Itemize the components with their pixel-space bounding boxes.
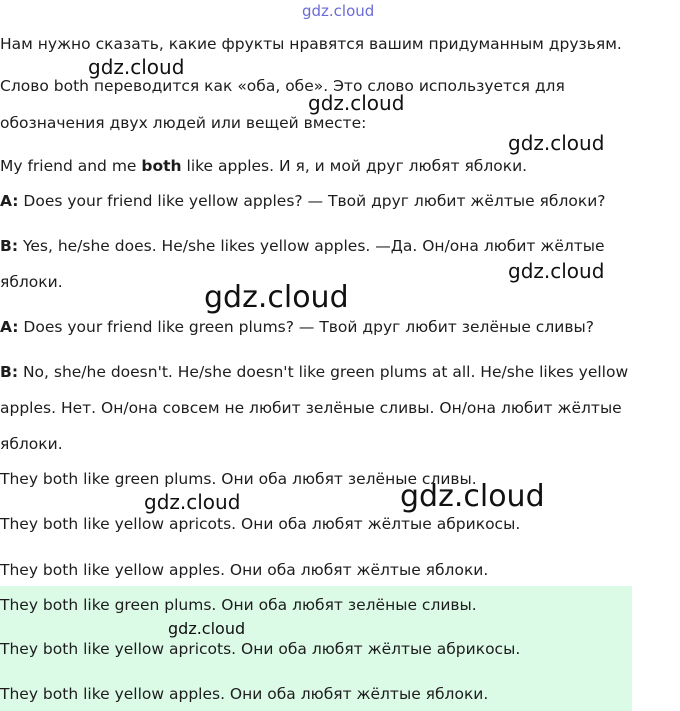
dialog-question-2: A: Does your friend like green plums? — Твой друг любит зелёные сливы? xyxy=(0,318,594,336)
example-sentence: My friend and me both like apples. И я, и мой друг любят яблоки. xyxy=(0,157,528,175)
dialog-answer-2-end: яблоки. xyxy=(0,435,63,453)
explanation-line-2: обозначения двух людей или вещей вместе: xyxy=(0,114,367,132)
answer-line: They both like yellow apricots. Они оба любят жёлтые абрикосы. xyxy=(0,640,521,658)
watermark: gdz.cloud xyxy=(302,2,375,20)
dialog-answer-2: B: No, she/he doesn't. He/she doesn't like green plums at all. He/she likes yellow xyxy=(0,363,629,381)
answer-line: They both like yellow apples. Они оба любят жёлтые яблоки. xyxy=(0,561,489,579)
dialog-question-1: A: Does your friend like yellow apples? — Твой друг любит жёлтые яблоки? xyxy=(0,192,606,210)
dialog-answer-2-cont: apples. Нет. Он/она совсем не любит зелёные сливы. Он/она любит жёлтые xyxy=(0,399,622,417)
watermark: gdz.cloud xyxy=(308,91,405,115)
answer-line: They both like yellow apples. Они оба любят жёлтые яблоки. xyxy=(0,685,489,703)
watermark: gdz.cloud xyxy=(168,619,246,638)
watermark: gdz.cloud xyxy=(204,280,349,315)
answer-line: They both like green plums. Они оба любят зелёные сливы. xyxy=(0,596,477,614)
dialog-answer-1-cont: яблоки. xyxy=(0,273,63,291)
intro-text: Нам нужно сказать, какие фрукты нравятся вашим придуманным друзьям. xyxy=(0,35,622,53)
watermark: gdz.cloud xyxy=(88,55,185,79)
watermark: gdz.cloud xyxy=(508,259,605,283)
explanation-line-1: Слово both переводится как «оба, обе». Это слово используется для xyxy=(0,77,565,95)
answer-line: They both like yellow apricots. Они оба любят жёлтые абрикосы. xyxy=(0,515,521,533)
watermark: gdz.cloud xyxy=(400,479,545,514)
dialog-answer-1: B: Yes, he/she does. He/she likes yellow apples. —Да. Он/она любит жёлтые xyxy=(0,237,605,255)
answer-line: They both like green plums. Они оба любят зелёные сливы. xyxy=(0,470,477,488)
watermark: gdz.cloud xyxy=(508,131,605,155)
watermark: gdz.cloud xyxy=(144,490,241,514)
